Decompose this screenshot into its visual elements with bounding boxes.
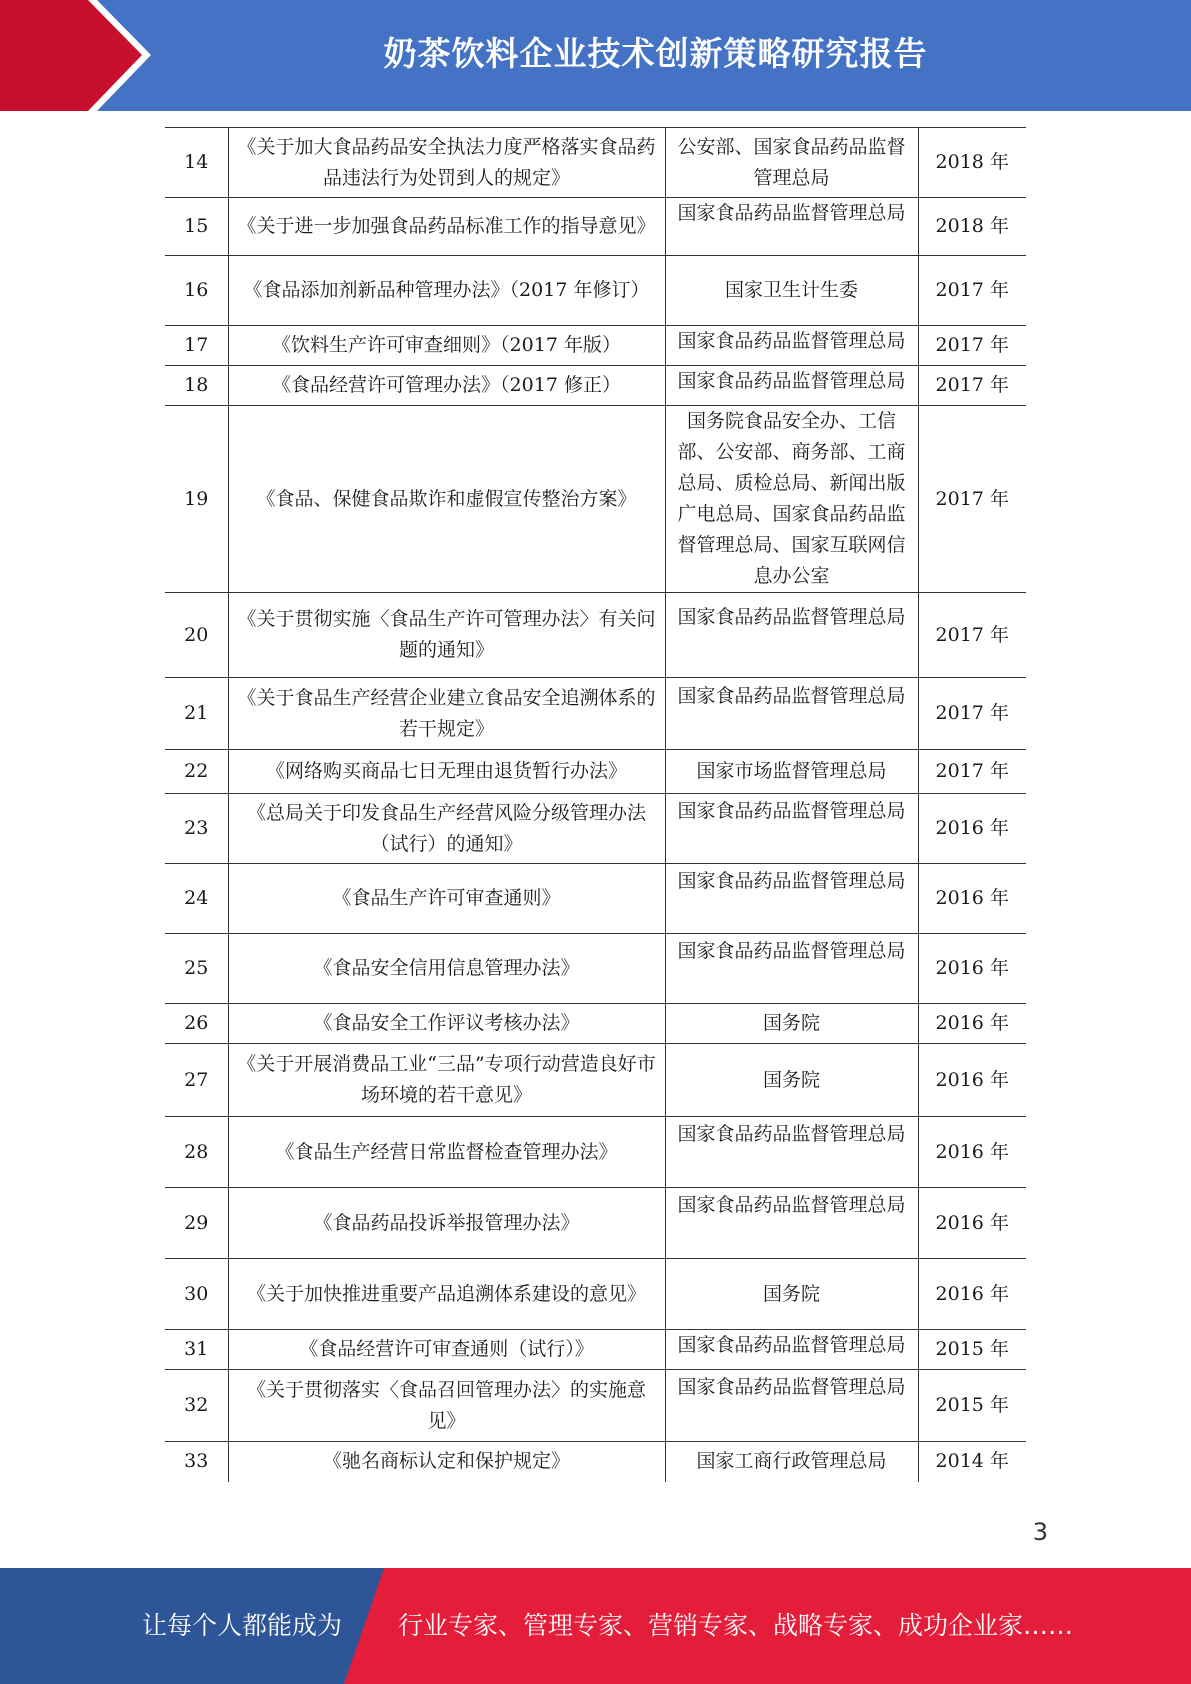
issuing-authority [665, 593, 918, 678]
table-row [165, 1330, 1026, 1370]
issue-year: 2015 年 [918, 1330, 1026, 1370]
issuing-authority [665, 326, 918, 366]
row-number: 32 [165, 1370, 228, 1442]
issue-year: 2016 年 [918, 934, 1026, 1004]
issuing-authority [665, 1370, 918, 1442]
row-number: 22 [165, 750, 228, 794]
issue-year: 2017 年 [918, 326, 1026, 366]
table-row [165, 1188, 1026, 1259]
issue-year: 2015 年 [918, 1370, 1026, 1442]
authority-text: 国家食品药品监督管理总局 [677, 370, 906, 392]
row-number: 19 [165, 406, 228, 593]
regulation-name: 《关于加快推进重要产品追溯体系建设的意见》 [228, 1259, 665, 1330]
row-number: 25 [165, 934, 228, 1004]
table-row [165, 128, 1026, 198]
row-number: 27 [165, 1044, 228, 1117]
row-number: 20 [165, 593, 228, 678]
regulation-name: 《关于食品生产经营企业建立食品安全追溯体系的若干规定》 [228, 678, 665, 750]
regulation-name: 《食品经营许可管理办法》（2017 修正） [228, 366, 665, 406]
regulation-name: 《食品、保健食品欺诈和虚假宣传整治方案》 [228, 406, 665, 593]
authority-text: 国家食品药品监督管理总局 [677, 800, 906, 822]
table-row [165, 256, 1026, 326]
regulation-name: 《总局关于印发食品生产经营风险分级管理办法（试行）的通知》 [228, 794, 665, 864]
row-number: 14 [165, 128, 228, 198]
page-header [0, 0, 1191, 111]
table-row [165, 198, 1026, 256]
row-number: 21 [165, 678, 228, 750]
table-row [165, 326, 1026, 366]
issue-year: 2014 年 [918, 1442, 1026, 1482]
issuing-authority: 国务院 [665, 1259, 918, 1330]
issue-year: 2016 年 [918, 864, 1026, 934]
authority-text: 国家食品药品监督管理总局 [677, 870, 906, 892]
regulation-name: 《关于开展消费品工业“三品”专项行动营造良好市场环境的若干意见》 [228, 1044, 665, 1117]
issuing-authority [665, 864, 918, 934]
authority-text: 国家食品药品监督管理总局 [677, 606, 906, 628]
issue-year: 2017 年 [918, 366, 1026, 406]
footer-slogan-left: 让每个人都能成为 [142, 1611, 343, 1640]
issuing-authority [665, 198, 918, 256]
issuing-authority [665, 366, 918, 406]
issuing-authority: 国家工商行政管理总局 [665, 1442, 918, 1482]
page-number: 3 [1032, 1518, 1048, 1546]
authority-text: 国家食品药品监督管理总局 [677, 940, 906, 962]
table-row [165, 794, 1026, 864]
regulation-name: 《关于贯彻落实〈食品召回管理办法〉的实施意见》 [228, 1370, 665, 1442]
issuing-authority: 国务院 [665, 1044, 918, 1117]
row-number: 15 [165, 198, 228, 256]
regulation-name: 《食品生产经营日常监督检查管理办法》 [228, 1117, 665, 1188]
regulation-name: 《驰名商标认定和保护规定》 [228, 1442, 665, 1482]
issuing-authority: 国家卫生计生委 [665, 256, 918, 326]
issuing-authority: 国务院 [665, 1004, 918, 1044]
row-number: 31 [165, 1330, 228, 1370]
table-row [165, 1044, 1026, 1117]
table-row [165, 366, 1026, 406]
row-number: 24 [165, 864, 228, 934]
table-row [165, 864, 1026, 934]
issue-year: 2016 年 [918, 1259, 1026, 1330]
row-number: 23 [165, 794, 228, 864]
row-number: 16 [165, 256, 228, 326]
table-row [165, 406, 1026, 593]
authority-text: 国家食品药品监督管理总局 [677, 1376, 906, 1398]
regulation-name: 《关于贯彻实施〈食品生产许可管理办法〉有关问题的通知》 [228, 593, 665, 678]
table-row [165, 1004, 1026, 1044]
regulation-name: 《食品安全信用信息管理办法》 [228, 934, 665, 1004]
issue-year: 2016 年 [918, 1044, 1026, 1117]
authority-text: 国家食品药品监督管理总局 [677, 202, 906, 224]
issue-year: 2017 年 [918, 593, 1026, 678]
regulations-table-container [165, 127, 1026, 1482]
regulations-table [165, 127, 1026, 1482]
footer-slogan-right: 行业专家、管理专家、营销专家、战略专家、成功企业家…… [398, 1611, 1074, 1640]
row-number: 17 [165, 326, 228, 366]
regulation-name: 《食品药品投诉举报管理办法》 [228, 1188, 665, 1259]
row-number: 28 [165, 1117, 228, 1188]
table-row [165, 1442, 1026, 1482]
table-row [165, 678, 1026, 750]
issuing-authority [665, 678, 918, 750]
authority-text: 国家食品药品监督管理总局 [677, 330, 906, 352]
issuing-authority: 公安部、国家食品药品监督管理总局 [665, 128, 918, 198]
regulation-name: 《食品生产许可审查通则》 [228, 864, 665, 934]
issuing-authority [665, 1117, 918, 1188]
issue-year: 2017 年 [918, 678, 1026, 750]
regulation-name: 《食品添加剂新品种管理办法》（2017 年修订） [228, 256, 665, 326]
authority-text: 国家食品药品监督管理总局 [677, 1194, 906, 1216]
regulation-name: 《关于进一步加强食品药品标准工作的指导意见》 [228, 198, 665, 256]
regulation-name: 《食品经营许可审查通则（试行）》 [228, 1330, 665, 1370]
issue-year: 2017 年 [918, 406, 1026, 593]
regulation-name: 《饮料生产许可审查细则》（2017 年版） [228, 326, 665, 366]
issue-year: 2016 年 [918, 794, 1026, 864]
issuing-authority [665, 794, 918, 864]
issuing-authority [665, 934, 918, 1004]
report-title: 奶茶饮料企业技术创新策略研究报告 [383, 34, 928, 73]
issuing-authority [665, 1188, 918, 1259]
table-row [165, 1259, 1026, 1330]
row-number: 29 [165, 1188, 228, 1259]
issue-year: 2018 年 [918, 128, 1026, 198]
regulation-name: 《网络购买商品七日无理由退货暂行办法》 [228, 750, 665, 794]
issue-year: 2018 年 [918, 198, 1026, 256]
issuing-authority: 国务院食品安全办、工信部、公安部、商务部、工商总局、质检总局、新闻出版广电总局、国家食品药品监督管理总局、国家互联网信息办公室 [665, 406, 918, 593]
authority-text: 国家食品药品监督管理总局 [677, 1123, 906, 1145]
issuing-authority [665, 1330, 918, 1370]
row-number: 30 [165, 1259, 228, 1330]
issue-year: 2016 年 [918, 1188, 1026, 1259]
table-row [165, 593, 1026, 678]
issuing-authority: 国家市场监督管理总局 [665, 750, 918, 794]
issue-year: 2016 年 [918, 1117, 1026, 1188]
issue-year: 2017 年 [918, 256, 1026, 326]
row-number: 18 [165, 366, 228, 406]
regulation-name: 《食品安全工作评议考核办法》 [228, 1004, 665, 1044]
table-row [165, 750, 1026, 794]
row-number: 26 [165, 1004, 228, 1044]
issue-year: 2017 年 [918, 750, 1026, 794]
row-number: 33 [165, 1442, 228, 1482]
regulation-name: 《关于加大食品药品安全执法力度严格落实食品药品违法行为处罚到人的规定》 [228, 128, 665, 198]
table-row [165, 1117, 1026, 1188]
table-row [165, 934, 1026, 1004]
table-row [165, 1370, 1026, 1442]
authority-text: 国家食品药品监督管理总局 [677, 685, 906, 707]
authority-text: 国家食品药品监督管理总局 [677, 1334, 906, 1356]
issue-year: 2016 年 [918, 1004, 1026, 1044]
page-footer [0, 1568, 1191, 1684]
